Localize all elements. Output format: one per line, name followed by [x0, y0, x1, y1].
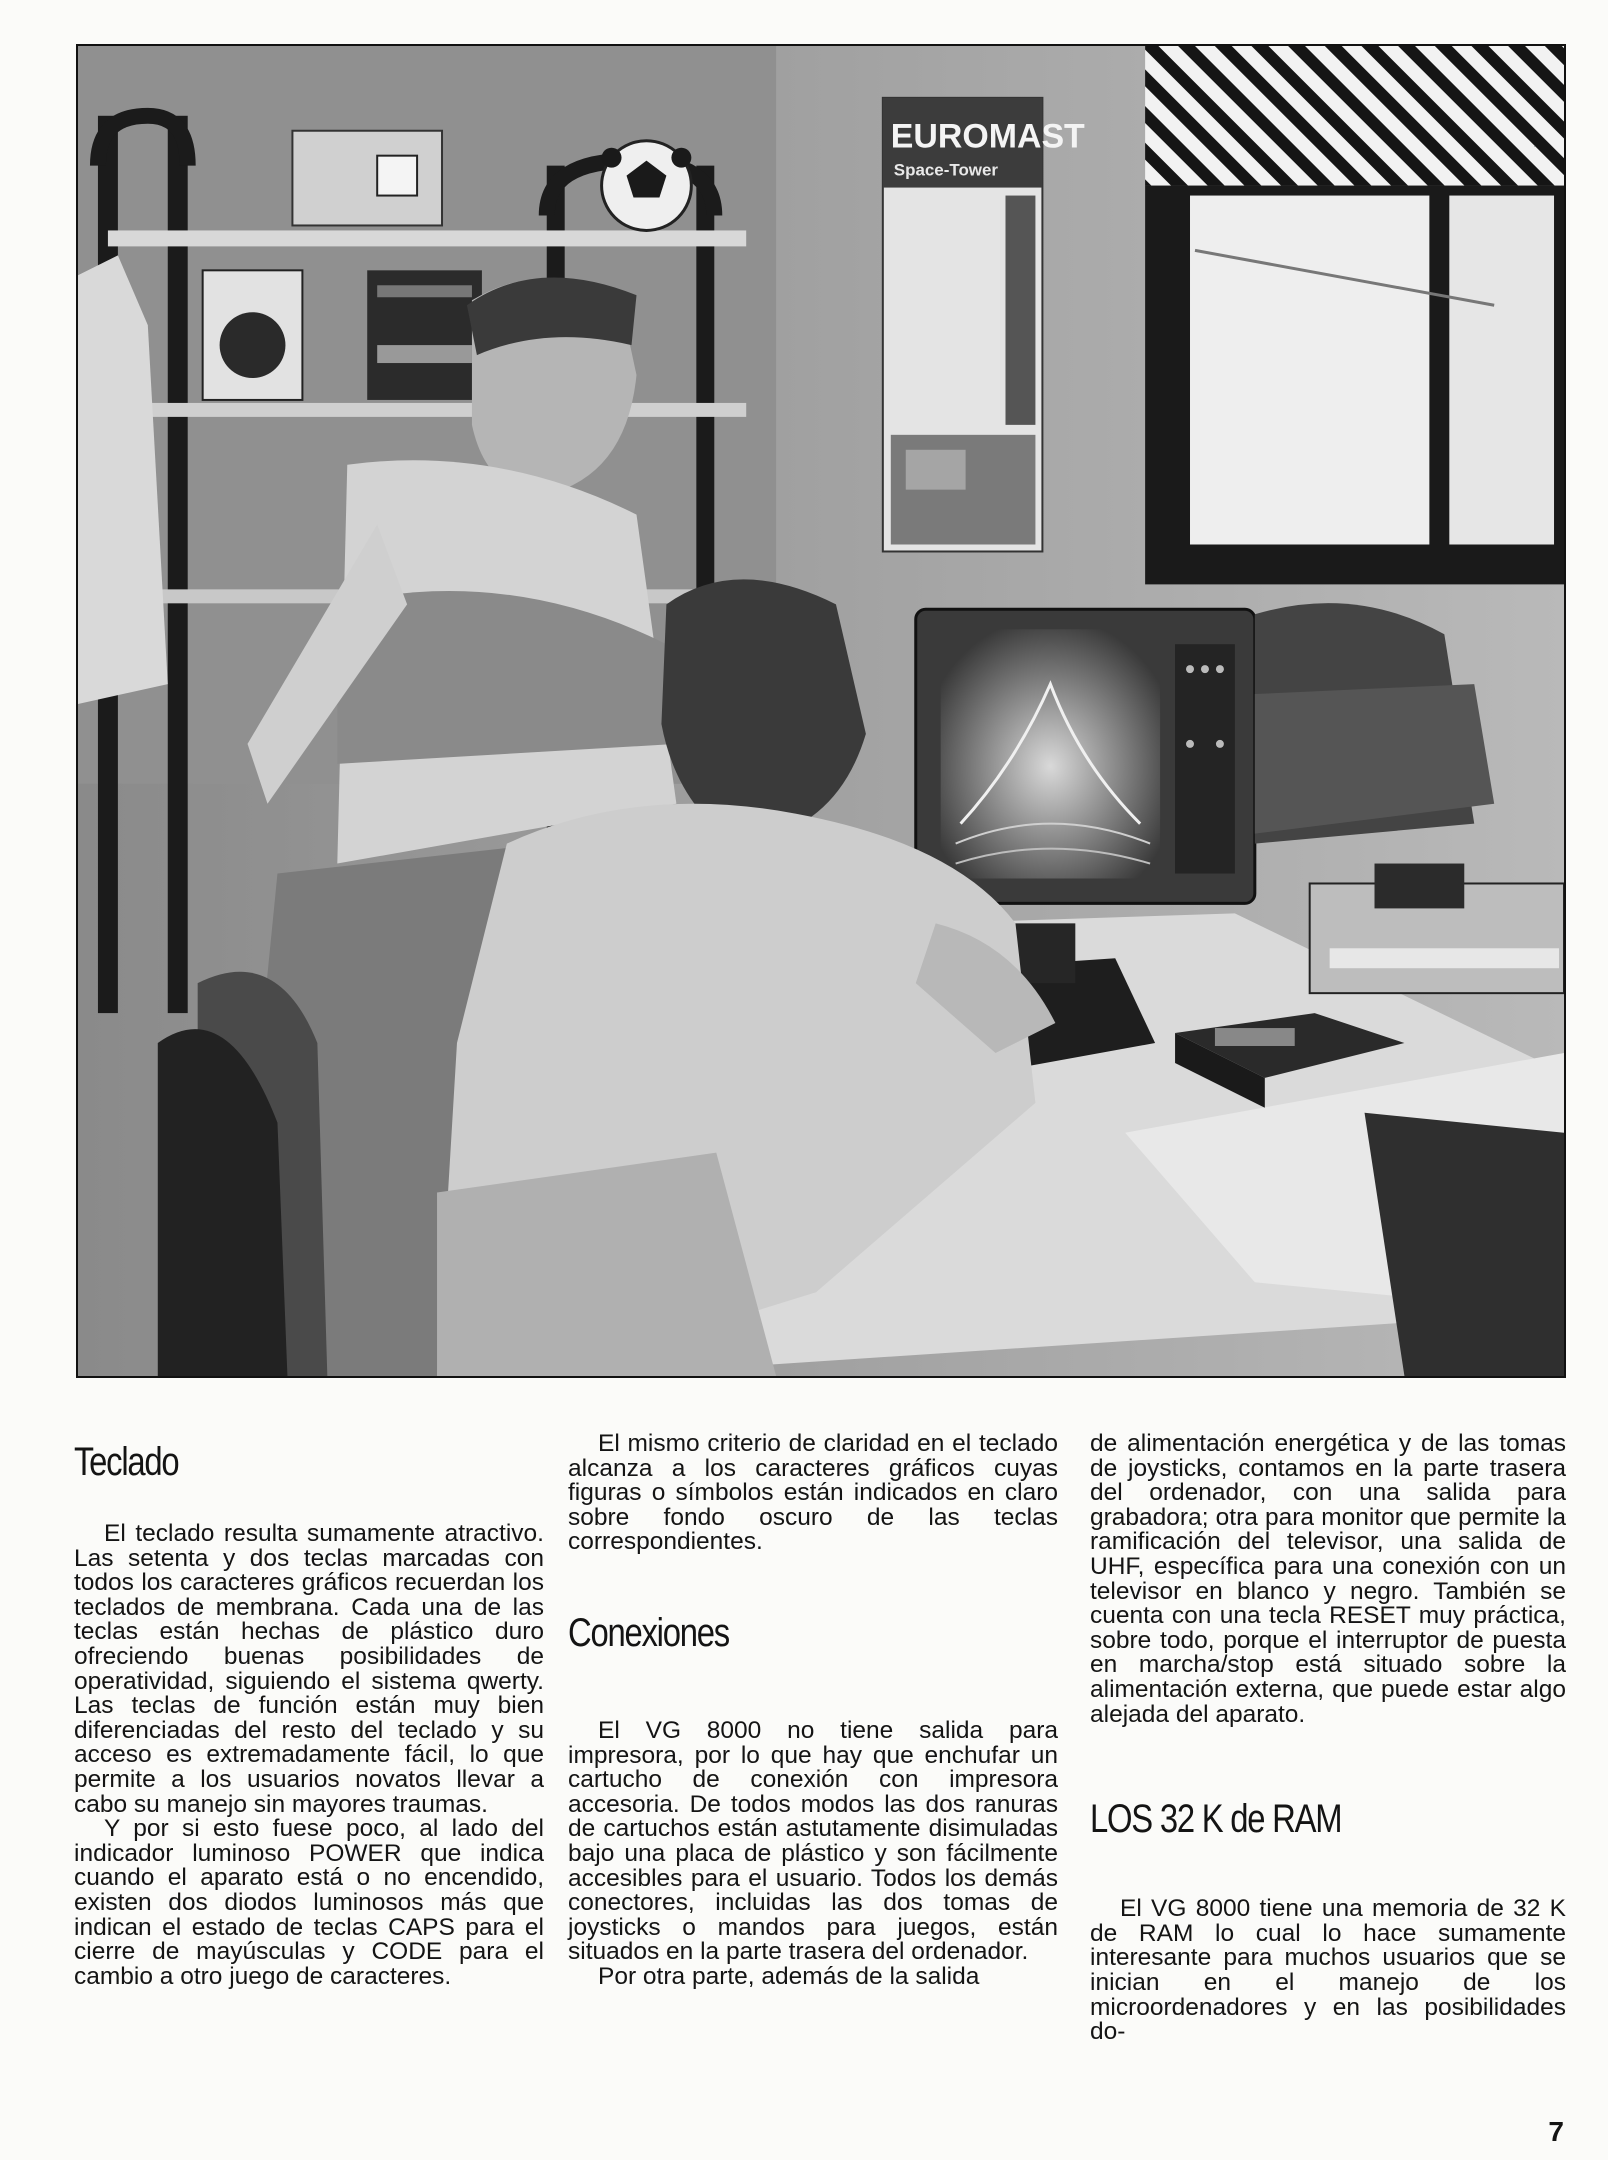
soccer-ball	[602, 141, 692, 231]
poster-title: EUROMAST	[890, 117, 1085, 156]
column-3	[1090, 1432, 1566, 2045]
paragraph: de alimentación energética y de las tomas de joysticks, contamos en la parte trasera del ordenador, con una salida para grabadora; otra para monitor que permite la ramificación del televisor, una salida de UHF, específica para una conexión con un televisor en blanco y negro. También se cuenta con una tecla RESET muy práctica, sobre todo, porque el interruptor de puesta en marcha/stop está situado sobre la alimentación externa, que puede estar algo alejada del aparato.	[1090, 1430, 1566, 1728]
column-1	[74, 1432, 544, 1989]
paragraph: El mismo criterio de claridad en el teclado alcanza a los caracteres gráficos cuyas figuras o símbolos están indicados en claro sobre fondo oscuro de las teclas correspondientes.	[568, 1430, 1058, 1556]
photo-scene	[78, 46, 1564, 1376]
heading-conexiones: Conexiones	[568, 1610, 729, 1655]
printer	[1310, 864, 1564, 994]
page-number: 7	[1548, 2116, 1564, 2147]
paragraph: Por otra parte, además de la salida	[598, 1962, 980, 1990]
paragraph: El VG 8000 no tiene salida para impresora, por lo que hay que enchufar un cartucho de conexión con impresora accesoria. De todos modos las dos ranuras de cartuchos están astutamente disimuladas bajo una placa de plástico y son fácilmente accesibles para el usuario. Todos los demás conectores, incluidas las dos tomas de joysticks o mandos para juegos, están situados en la parte trasera del ordenador.	[568, 1716, 1058, 1966]
window-blind	[1145, 46, 1564, 186]
column-2	[568, 1432, 1058, 1990]
heading-teclado: Teclado	[74, 1440, 179, 1484]
poster-subtitle: Space-Tower	[893, 160, 998, 180]
heading-ram: LOS 32 K de RAM	[1090, 1797, 1342, 1842]
television	[916, 609, 1255, 903]
article-photo	[76, 44, 1566, 1378]
paragraph: El VG 8000 tiene una memoria de 32 K de RAM lo cual lo hace sumamente interesante para muchos usuarios que se inician en el manejo de los microordenadores y en las posibilidades do-	[1090, 1895, 1566, 2046]
paragraph: El teclado resulta sumamente atractivo. Las setenta y dos teclas marcadas con todos los caracteres gráficos recuerdan los teclados de membrana. Cada una de las teclas están hechas de plástico duro ofreciendo buenas posibilidades de operatividad, siguiendo el sistema qwerty. Las teclas de función están muy bien diferenciadas del resto del teclado y su acceso es extremadamente fácil, lo que permite a los usuarios novatos llevar a cabo su manejo sin mayores traumas.	[74, 1520, 544, 1818]
paragraph: Y por si esto fuese poco, al lado del indicador luminoso POWER que indica cuando el aparato está o no encendido, existen dos diodos luminosos más que indican el estado de teclas CAPS para el cierre de mayúsculas y CODE para el cambio a otro juego de caracteres.	[74, 1815, 544, 1990]
